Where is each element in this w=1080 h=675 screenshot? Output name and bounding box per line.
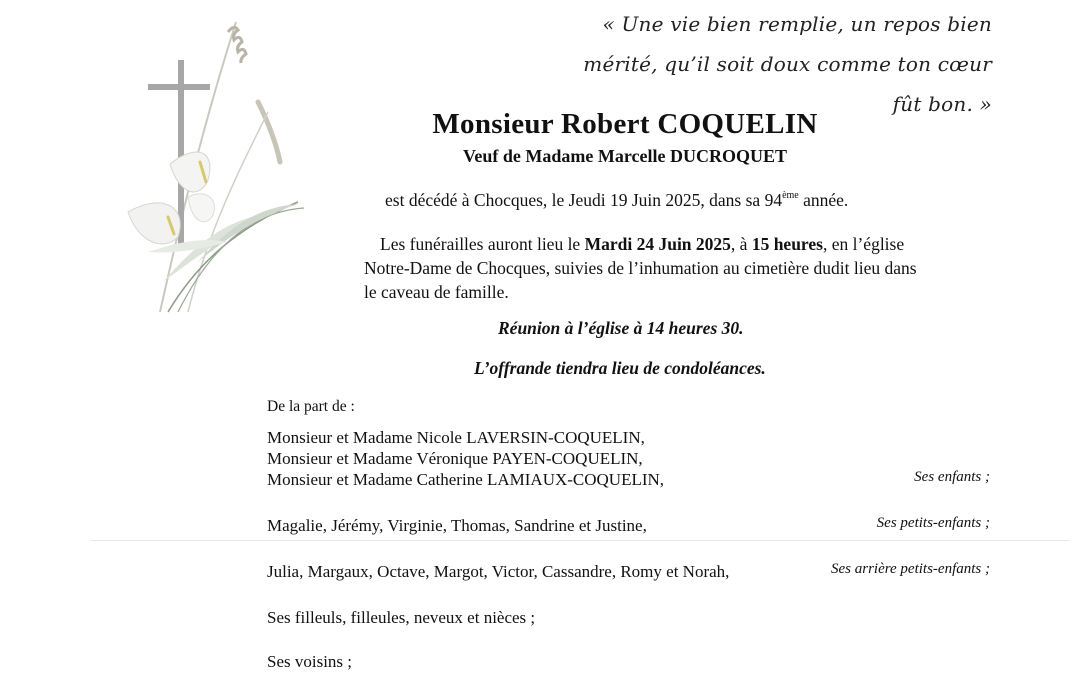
- child-line: Monsieur et Madame Nicole LAVERSIN-COQUELIN,: [267, 428, 645, 447]
- funeral-text-3: , en l’église Notre-Dame de Chocques, suivies de l’inhumation au cimetière dudit lieu dans le caveau de famille.: [364, 234, 917, 302]
- neighbours-line: Ses voisins ;: [267, 652, 353, 671]
- cross-lily-ornament: [108, 12, 308, 332]
- death-text: est décédé à Chocques, le Jeudi 19 Juin 2025, dans sa 94: [385, 190, 783, 210]
- great-grandchildren-line: Julia, Margaux, Octave, Margot, Victor, Cassandre, Romy et Norah,: [267, 562, 730, 581]
- child-line: Monsieur et Madame Catherine LAMIAUX-COQUELIN,: [267, 470, 665, 489]
- great-grandchildren-label: Ses arrière petits-enfants ;: [830, 561, 990, 577]
- death-notice: [385, 190, 848, 211]
- death-ordinal-suffix: ème: [782, 190, 799, 201]
- from-label: De la part de :: [267, 398, 355, 415]
- funeral-time: 15 heures: [751, 234, 823, 254]
- quote-line-1: « Une vie bien remplie, un repos bien: [602, 12, 992, 36]
- funeral-text-1: Les funérailles auront lieu le: [380, 234, 585, 254]
- quote-line-2: mérité, qu’il soit doux comme ton cœur fût bon. »: [583, 52, 992, 116]
- godchildren-line: Ses filleuls, filleules, neveux et nièces ;: [267, 608, 536, 627]
- offering-note: L’offrande tiendra lieu de condoléances.: [474, 358, 766, 378]
- grandchildren-line: Magalie, Jérémy, Virginie, Thomas, Sandrine et Justine,: [267, 516, 647, 535]
- death-text-end: année.: [798, 190, 849, 210]
- epitaph-quote: [572, 4, 992, 124]
- grandchildren-label: Ses petits-enfants ;: [876, 515, 990, 531]
- funeral-details: [364, 232, 924, 304]
- funeral-date: Mardi 24 Juin 2025: [584, 234, 731, 254]
- funeral-text-2: , à: [730, 234, 752, 254]
- deceased-name: Monsieur Robert COQUELIN: [432, 108, 818, 140]
- church-meeting: Réunion à l’église à 14 heures 30.: [498, 318, 744, 338]
- children-label: Ses enfants ;: [914, 469, 990, 485]
- page-fold-line: [90, 540, 1070, 541]
- spouse-line: Veuf de Madame Marcelle DUCROQUET: [463, 146, 787, 166]
- child-line: Monsieur et Madame Véronique PAYEN-COQUELIN,: [267, 449, 643, 468]
